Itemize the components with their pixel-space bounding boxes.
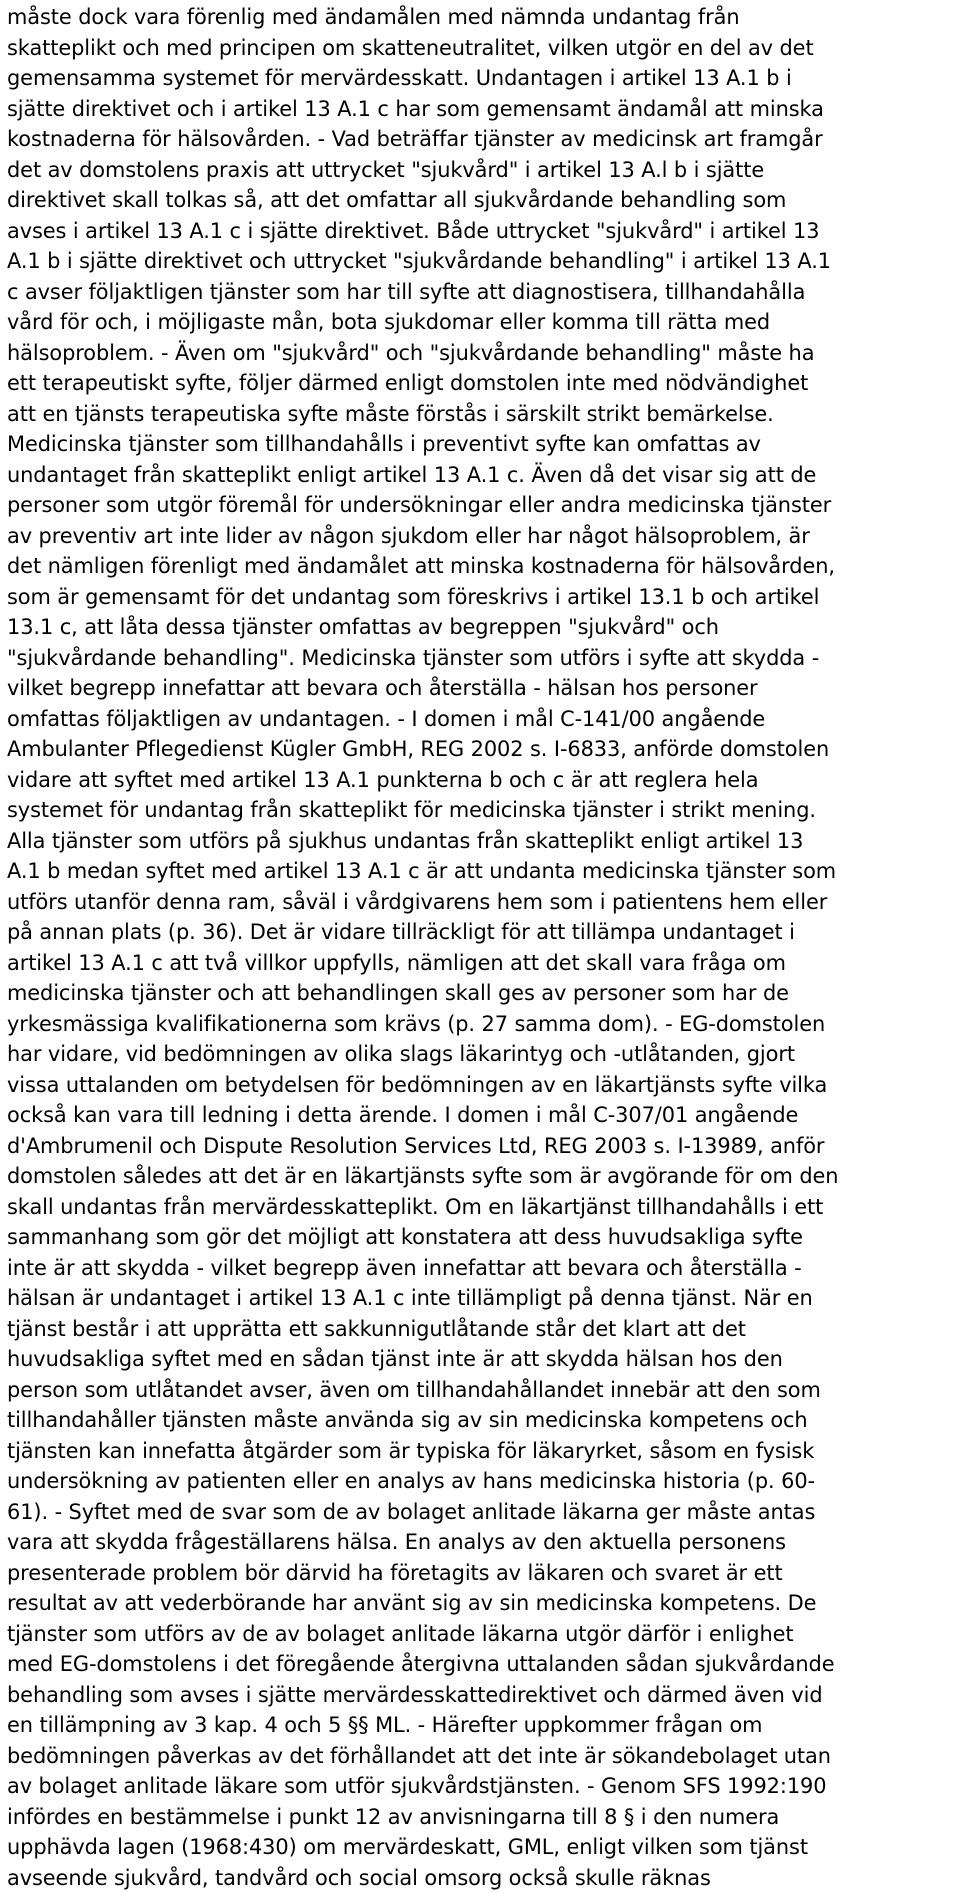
text-line: omfattas följaktligen av undantagen. - I domen i mål C-141/00 angående [7,704,953,735]
text-line: A.1 b medan syftet med artikel 13 A.1 c är att undanta medicinska tjänster som [7,856,953,887]
text-line: kostnaderna för hälsovården. - Vad beträffar tjänster av medicinsk art framgår [7,124,953,155]
text-line: Medicinska tjänster som tillhandahålls i preventivt syfte kan omfattas av [7,429,953,460]
text-line: med EG-domstolens i det föregående återgivna uttalanden sådan sjukvårdande [7,1649,953,1680]
text-line: det av domstolens praxis att uttrycket "sjukvård" i artikel 13 A.l b i sjätte [7,155,953,186]
text-line: av preventiv art inte lider av någon sjukdom eller har något hälsoproblem, är [7,521,953,552]
text-line: undantaget från skatteplikt enligt artikel 13 A.1 c. Även då det visar sig att de [7,460,953,491]
text-line: utförs utanför denna ram, såväl i vårdgivarens hem som i patientens hem eller [7,887,953,918]
text-line: tjänsten kan innefatta åtgärder som är typiska för läkaryrket, såsom en fysisk [7,1436,953,1467]
text-line: hälsoproblem. - Även om "sjukvård" och "sjukvårdande behandling" måste ha [7,338,953,369]
text-line: avses i artikel 13 A.1 c i sjätte direktivet. Både uttrycket "sjukvård" i artikel 13 [7,216,953,247]
text-line: vidare att syftet med artikel 13 A.1 punkterna b och c är att reglera hela [7,765,953,796]
text-line: 13.1 c, att låta dessa tjänster omfattas av begreppen "sjukvård" och [7,612,953,643]
text-line: ett terapeutiskt syfte, följer därmed enligt domstolen inte med nödvändighet [7,368,953,399]
text-line: infördes en bestämmelse i punkt 12 av anvisningarna till 8 § i den numera [7,1802,953,1833]
text-line: behandling som avses i sjätte mervärdesskattedirektivet och därmed även vid [7,1680,953,1711]
text-line: på annan plats (p. 36). Det är vidare tillräckligt för att tillämpa undantaget i [7,917,953,948]
text-line: av bolaget anlitade läkare som utför sjukvårdstjänsten. - Genom SFS 1992:190 [7,1771,953,1802]
text-line: undersökning av patienten eller en analys av hans medicinska historia (p. 60- [7,1466,953,1497]
text-line: Alla tjänster som utförs på sjukhus undantas från skatteplikt enligt artikel 13 [7,826,953,857]
text-line: gemensamma systemet för mervärdesskatt. Undantagen i artikel 13 A.1 b i [7,63,953,94]
text-line: inte är att skydda - vilket begrepp även innefattar att bevara och återställa - [7,1253,953,1284]
text-line: c avser följaktligen tjänster som har till syfte att diagnostisera, tillhandahålla [7,277,953,308]
text-line: skall undantas från mervärdesskatteplikt. Om en läkartjänst tillhandahålls i ett [7,1192,953,1223]
text-line: 61). - Syftet med de svar som de av bolaget anlitade läkarna ger måste antas [7,1497,953,1528]
text-line: avseende sjukvård, tandvård och social omsorg också skulle räknas [7,1863,953,1893]
text-line: "sjukvårdande behandling". Medicinska tjänster som utförs i syfte att skydda - [7,643,953,674]
text-line: sammanhang som gör det möjligt att konstatera att dess huvudsakliga syfte [7,1222,953,1253]
text-line: har vidare, vid bedömningen av olika slags läkarintyg och -utlåtanden, gjort [7,1039,953,1070]
text-line: att en tjänsts terapeutiska syfte måste förstås i särskilt strikt bemärkelse. [7,399,953,430]
text-line: det nämligen förenligt med ändamålet att minska kostnaderna för hälsovården, [7,551,953,582]
text-line: systemet för undantag från skatteplikt för medicinska tjänster i strikt mening. [7,795,953,826]
text-line: artikel 13 A.1 c att två villkor uppfylls, nämligen att det skall vara fråga om [7,948,953,979]
text-line: vara att skydda frågeställarens hälsa. En analys av den aktuella personens [7,1527,953,1558]
document-page [7,2,957,1893]
text-line: huvudsakliga syftet med en sådan tjänst inte är att skydda hälsan hos den [7,1344,953,1375]
text-line: vissa uttalanden om betydelsen för bedömningen av en läkartjänsts syfte vilka [7,1070,953,1101]
text-line: som är gemensamt för det undantag som föreskrivs i artikel 13.1 b och artikel [7,582,953,613]
text-line: sjätte direktivet och i artikel 13 A.1 c har som gemensamt ändamål att minska [7,94,953,125]
text-line: vård för och, i möjligaste mån, bota sjukdomar eller komma till rätta med [7,307,953,338]
text-line: domstolen således att det är en läkartjänsts syfte som är avgörande för om den [7,1161,953,1192]
text-line: också kan vara till ledning i detta ärende. I domen i mål C-307/01 angående [7,1100,953,1131]
text-line: tjänst består i att upprätta ett sakkunnigutlåtande står det klart att det [7,1314,953,1345]
text-line: d'Ambrumenil och Dispute Resolution Services Ltd, REG 2003 s. I-13989, anför [7,1131,953,1162]
text-line: person som utlåtandet avser, även om tillhandahållandet innebär att den som [7,1375,953,1406]
text-line: skatteplikt och med principen om skatteneutralitet, vilken utgör en del av det [7,33,953,64]
text-line: vilket begrepp innefattar att bevara och återställa - hälsan hos personer [7,673,953,704]
text-line: tillhandahåller tjänsten måste använda sig av sin medicinska kompetens och [7,1405,953,1436]
text-line: bedömningen påverkas av det förhållandet att det inte är sökandebolaget utan [7,1741,953,1772]
text-line: resultat av att vederbörande har använt sig av sin medicinska kompetens. De [7,1588,953,1619]
text-line: A.1 b i sjätte direktivet och uttrycket "sjukvårdande behandling" i artikel 13 A.1 [7,246,953,277]
text-line: Ambulanter Pflegedienst Kügler GmbH, REG 2002 s. I-6833, anförde domstolen [7,734,953,765]
text-line: presenterade problem bör därvid ha företagits av läkaren och svaret är ett [7,1558,953,1589]
text-line: medicinska tjänster och att behandlingen skall ges av personer som har de [7,978,953,1009]
text-line: tjänster som utförs av de av bolaget anlitade läkarna utgör därför i enlighet [7,1619,953,1650]
text-line: en tillämpning av 3 kap. 4 och 5 §§ ML. - Härefter uppkommer frågan om [7,1710,953,1741]
text-line: personer som utgör föremål för undersökningar eller andra medicinska tjänster [7,490,953,521]
text-line: upphävda lagen (1968:430) om mervärdeskatt, GML, enligt vilken som tjänst [7,1832,953,1863]
text-line: måste dock vara förenlig med ändamålen med nämnda undantag från [7,2,953,33]
text-line: yrkesmässiga kvalifikationerna som krävs (p. 27 samma dom). - EG-domstolen [7,1009,953,1040]
text-line: direktivet skall tolkas så, att det omfattar all sjukvårdande behandling som [7,185,953,216]
text-line: hälsan är undantaget i artikel 13 A.1 c inte tillämpligt på denna tjänst. När en [7,1283,953,1314]
